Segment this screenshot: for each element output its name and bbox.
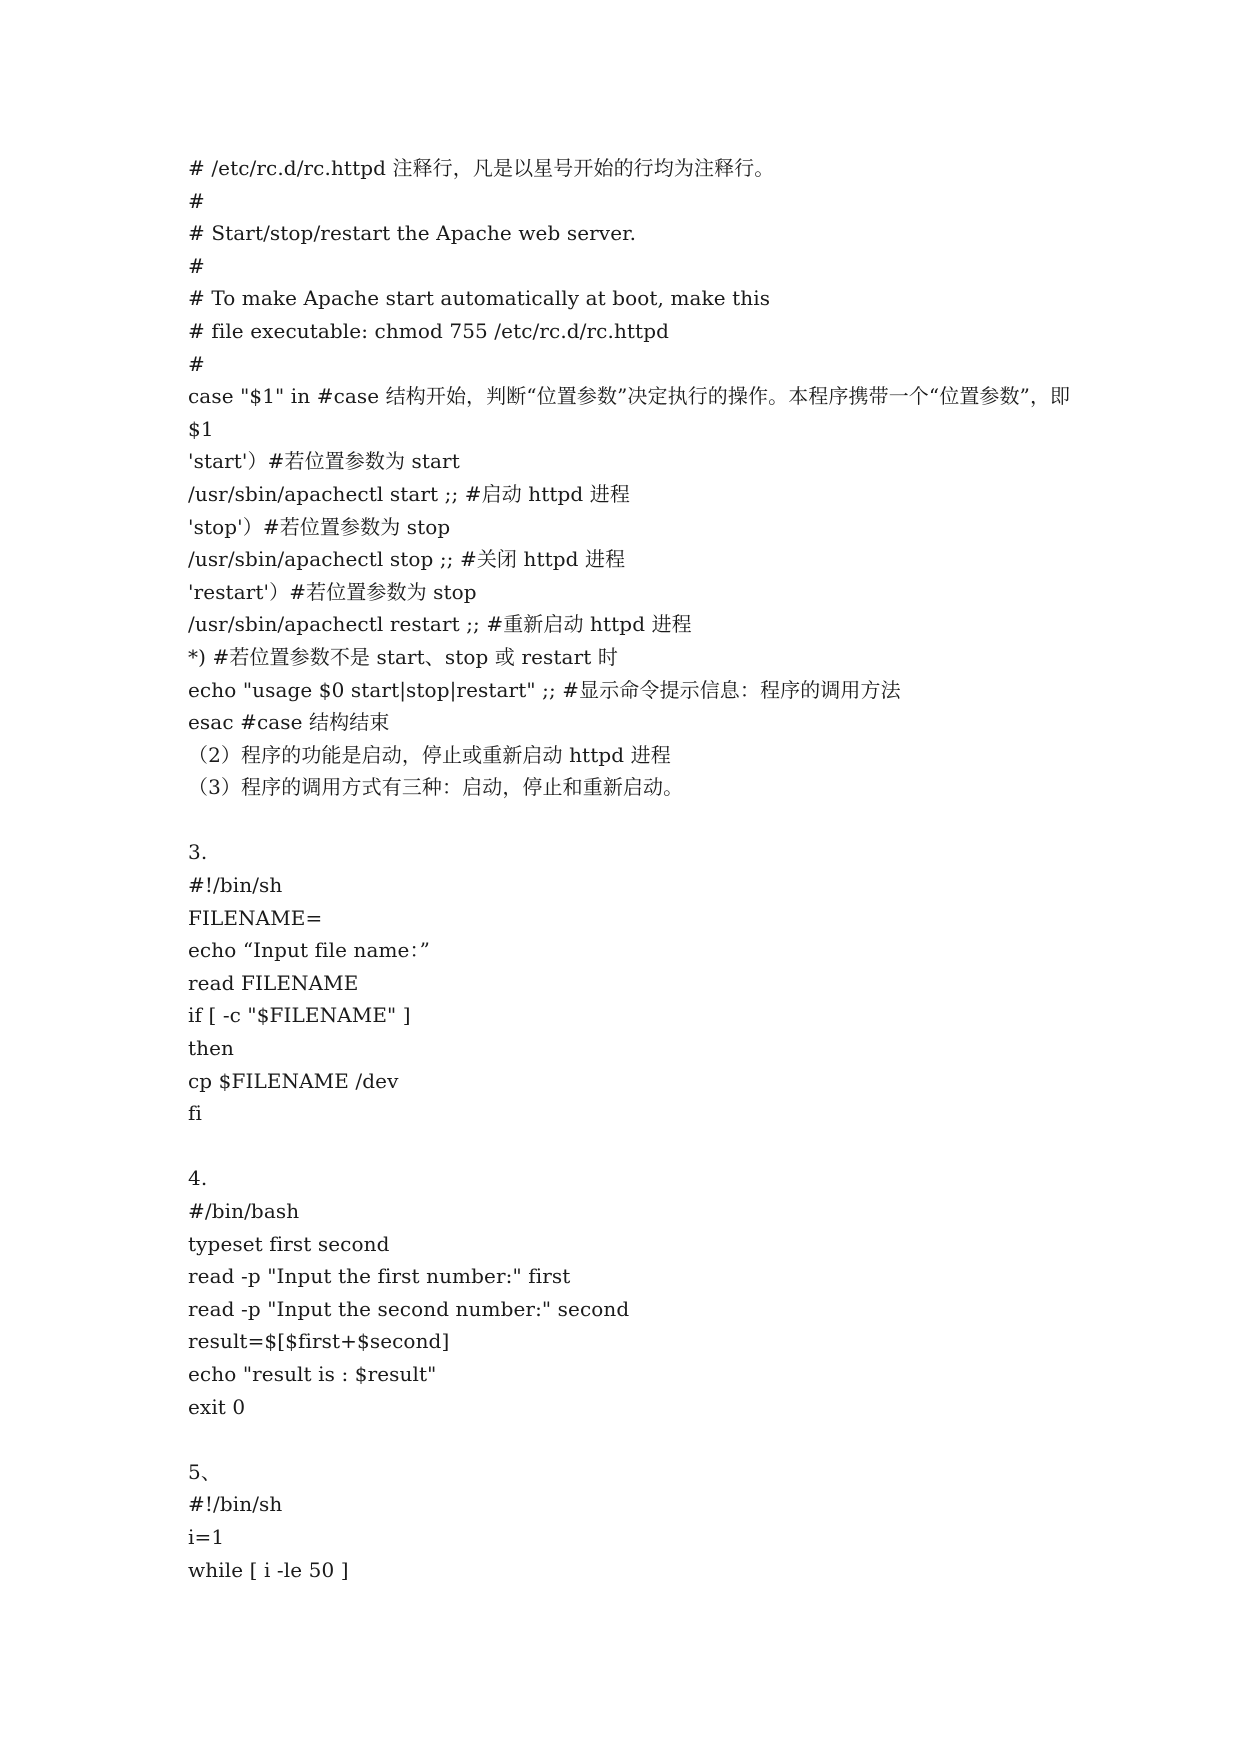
section-number: 3.: [188, 840, 208, 865]
code-line: i=1: [188, 1524, 225, 1549]
code-line: /usr/sbin/apachectl restart ;; #重新启动 httpd 进程: [188, 612, 692, 637]
code-line: echo "result is : $result": [188, 1361, 437, 1386]
answer-line: （2）程序的功能是启动，停止或重新启动 httpd 进程: [188, 742, 671, 767]
code-line: esac #case 结构结束: [188, 710, 390, 735]
code-line: read -p "Input the first number:" first: [188, 1264, 571, 1289]
code-line: 'start'）#若位置参数为 start: [188, 449, 460, 474]
code-line: read -p "Input the second number:" second: [188, 1296, 630, 1321]
comment-line: #: [188, 253, 205, 278]
answer-line: （3）程序的调用方式有三种：启动，停止和重新启动。: [188, 775, 684, 800]
code-line: exit 0: [188, 1394, 246, 1419]
comment-line: #: [188, 351, 205, 376]
code-line: echo "usage $0 start|stop|restart" ;; #显示命令提示信息：程序的调用方法: [188, 677, 901, 702]
code-line: echo “Input file name：”: [188, 938, 430, 963]
code-line: then: [188, 1036, 235, 1061]
code-line: read FILENAME: [188, 970, 359, 995]
code-line: fi: [188, 1101, 202, 1126]
code-line: case "$1" in #case 结构开始，判断“位置参数”决定执行的操作。本程序携带一个“位置参数”，即$1: [188, 384, 1071, 441]
comment-line: # To make Apache start automatically at boot, make this: [188, 286, 771, 311]
blank-line: [188, 1130, 1088, 1163]
code-line: typeset first second: [188, 1231, 390, 1256]
code-line: result=$[$first+$second]: [188, 1329, 450, 1354]
comment-line: # /etc/rc.d/rc.httpd 注释行，凡是以星号开始的行均为注释行。: [188, 156, 775, 180]
code-line: *) #若位置参数不是 start、stop 或 restart 时: [188, 644, 618, 669]
document-body: [188, 152, 1088, 1586]
code-line: /usr/sbin/apachectl start ;; #启动 httpd 进程: [188, 481, 630, 506]
code-line: if [ -c "$FILENAME" ]: [188, 1003, 411, 1028]
comment-line: # file executable: chmod 755 /etc/rc.d/rc.httpd: [188, 318, 669, 343]
code-line: /usr/sbin/apachectl stop ;; #关闭 httpd 进程: [188, 547, 626, 572]
comment-line: # Start/stop/restart the Apache web server.: [188, 221, 637, 246]
blank-line: [188, 1423, 1088, 1456]
section-number: 5、: [188, 1459, 221, 1484]
code-line: 'restart'）#若位置参数为 stop: [188, 579, 477, 604]
code-line: FILENAME=: [188, 905, 323, 930]
code-line: #!/bin/sh: [188, 873, 283, 898]
blank-line: [188, 804, 1088, 837]
code-line: cp $FILENAME /dev: [188, 1068, 399, 1093]
comment-line: #: [188, 188, 205, 213]
code-line: 'stop'）#若位置参数为 stop: [188, 514, 451, 539]
code-line: while [ i -le 50 ]: [188, 1557, 349, 1582]
section-number: 4.: [188, 1166, 208, 1191]
code-line: #!/bin/sh: [188, 1492, 283, 1517]
code-line: #/bin/bash: [188, 1199, 300, 1223]
